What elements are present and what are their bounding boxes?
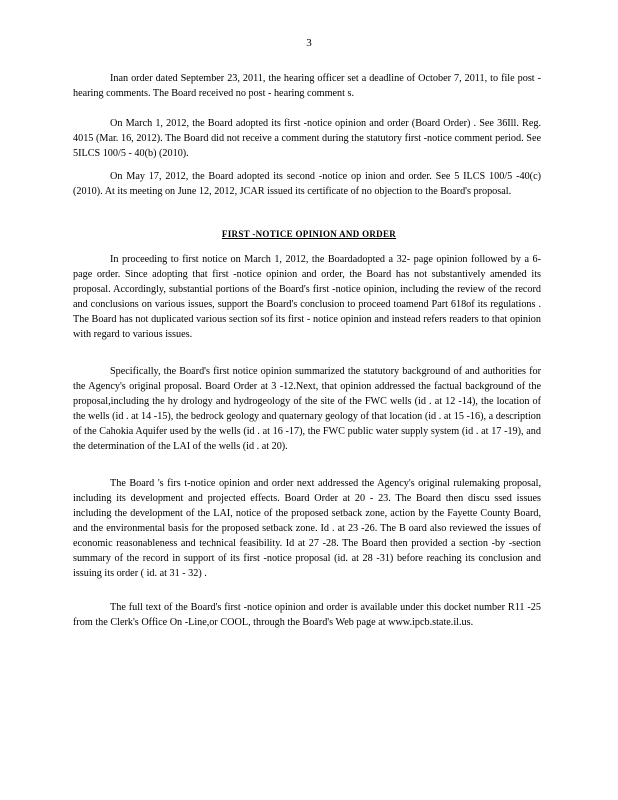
paragraph-first-notice-adoption: On March 1, 2012, the Board adopted its first -notice opinion and order (Board Order) . See 36Ill. Reg. 4015 (Mar. 16, 2012). The Board did not receive a comment during the statutory first -notice comment period. See 5ILCS 100/5 - 40(b) (2010). [73,118,541,159]
paragraph-post-hearing-comments: Inan order dated September 23, 2011, the hearing officer set a deadline of October 7, 2011, to file post -hearing comments. The Board received no post - hearing comment s. [73,73,541,99]
paragraph-full-text-availability: The full text of the Board's first -notice opinion and order is available under this docket number R11 -25 from the Clerk's Office On -Line,or COOL, through the Board's Web page at www.ipcb.state.il.us. [73,602,541,628]
paragraph-second-notice-adoption: On May 17, 2012, the Board adopted its second -notice op inion and order. See 5 ILCS 100/5 -40(c) (2010). At its meeting on June 12, 2012, JCAR issued its certificate of no objection to the Board's proposal. [73,171,541,197]
section-heading: FIRST -NOTICE OPINION AND ORDER [221,229,397,239]
paragraph-opinion-summary: Specifically, the Board's first notice opinion summarized the statutory background of and authorities for the Agency's original proposal. Board Order at 3 -12.Next, that opinion addressed the factual background of the proposal,including the hy drology and hydrogeology of the site of the FWC wells (id . at 12 -14), the location of the wells (id . at 14 -15), the bedrock geology and quaternary geology of that location (id . at 15 -16), a description of the Cahokia Aquifer used by the wells (id . at 16 -17), the FWC public water supply system (id . at 17 -19), and the determination of the LAI of the wells (id . at 20). [73,366,541,452]
paragraph-proceeding-first-notice: In proceeding to first notice on March 1, 2012, the Boardadopted a 32- page opinion followed by a 6-page order. Since adopting that first -notice opinion and order, the Board has not substantively amended its proposal. Accordingly, substantial portions of the Board's first -notice opinion, including the review of the record and conclusions on various issues, support the Board's conclusion to proceed toamend Part 618of its regulations . The Board has not duplicated various section sof its first - notice opinion and instead refers readers to that opinion with regard to various issues. [73,254,541,340]
page-number: 3 [306,37,312,49]
paragraph-opinion-rulemaking: The Board 's firs t-notice opinion and order next addressed the Agency's original rulemaking proposal, including its development and projected effects. Board Order at 20 - 23. The Board then discu ssed issues including the development of the LAI, notice of the proposed setback zone, action by the Fayette County Board, and the environmental basis for the proposed setback zone. Id . at 23 -26. The B oard also reviewed the issues of economic reasonableness and technical feasibility. Id at 27 -28. The Board then provided a section -by -section summary of the record in support of its first -notice proposal (id. at 28 -31) before reaching its conclusion and issuing its order ( id. at 31 - 32) . [73,478,541,579]
